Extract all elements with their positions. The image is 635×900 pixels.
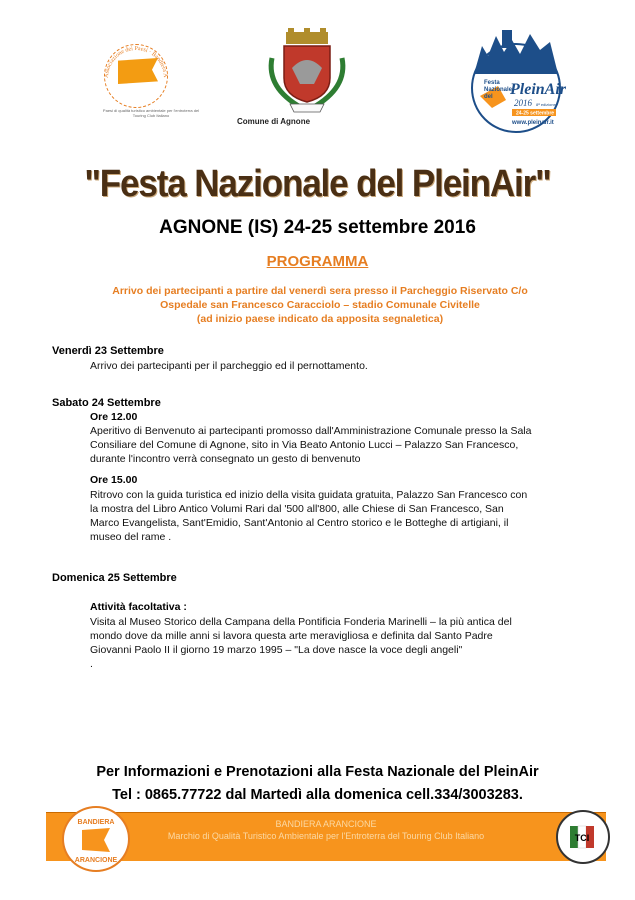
banner-text bbox=[46, 818, 606, 842]
programma-heading: PROGRAMMA bbox=[266, 253, 369, 270]
orange-flag-badge-icon bbox=[64, 808, 128, 870]
sabato-p1-line-1: Aperitivo di Benvenuto ai partecipanti promosso dall'Amministrazione Comunale presso la Sala bbox=[90, 425, 532, 437]
arrival-line-1: Arrivo dei partecipanti a partire dal venerdì sera presso il Parcheggio Riservato C/o bbox=[112, 285, 528, 297]
page-title: "Festa Nazionale del PleinAir" bbox=[84, 163, 551, 205]
venerdi-text: Arrivo dei partecipanti per il parcheggio ed il pernottamento. bbox=[90, 360, 368, 372]
domenica-line-3: Giovanni Paolo II il giorno 19 marzo 1995 – "La dove nasce la voce degli angeli" bbox=[90, 644, 463, 656]
festa-pleinair-2016-logo bbox=[462, 26, 570, 134]
touring-club-badge bbox=[556, 810, 610, 864]
day-heading-venerdi: Venerdì 23 Settembre bbox=[52, 345, 164, 357]
logo-ring-text bbox=[96, 40, 176, 110]
svg-text:Nazionale: Nazionale bbox=[484, 87, 513, 93]
sabato-p2-line-4: museo del rame . bbox=[90, 531, 172, 543]
sabato-p2-line-2: la mostra del Libro Antico Volumi Rari dal '500 all'800, alle Chiese di San Francesco, San bbox=[90, 503, 504, 515]
svg-text:ARANCIONE: ARANCIONE bbox=[74, 857, 118, 864]
arrival-line-2: Ospedale san Francesco Caracciolo – stadio Comunale Civitelle bbox=[160, 299, 480, 311]
pleinair-badge-icon bbox=[462, 26, 570, 134]
sabato-p1-line-2: Consiliare del Comune di Agnone, sito in Via Beato Antonio Lucci – Palazzo San Francesco, bbox=[90, 439, 519, 451]
svg-text:2016: 2016 bbox=[514, 98, 532, 108]
svg-text:BANDIERA: BANDIERA bbox=[77, 819, 115, 826]
domenica-subheading: Attività facoltativa : bbox=[90, 601, 187, 613]
day-heading-sabato: Sabato 24 Settembre bbox=[52, 397, 161, 409]
info-line: Per Informazioni e Prenotazioni alla Festa Nazionale del PleinAir bbox=[96, 764, 539, 780]
svg-text:del: del bbox=[484, 94, 493, 100]
sabato-p2-line-3: Marco Evangelista, Sant'Emidio, Sant'Antonio al Centro storico e le Botteghe di artigiani, il bbox=[90, 517, 509, 529]
domenica-line-2: mondo dove da mille anni si lavora questa arte meravigliosa e definita dal Santo Padre bbox=[90, 630, 493, 642]
svg-text:Associazione dei Paesi · Bandi: Associazione dei Paesi · Bandiera A bbox=[103, 45, 169, 79]
crest-label: Comune di Agnone bbox=[237, 117, 311, 126]
tci-icon bbox=[558, 812, 608, 862]
sabato-paragraph-2 bbox=[90, 488, 590, 544]
sabato-time-2: Ore 15.00 bbox=[90, 474, 138, 486]
comune-crest bbox=[262, 28, 352, 114]
banner-title: BANDIERA ARANCIONE bbox=[275, 819, 377, 829]
sabato-p2-line-1: Ritrovo con la guida turistica ed inizio della visita guidata gratuita, Palazzo San Francesco con bbox=[90, 489, 528, 501]
bandiera-arancione-association-logo bbox=[96, 40, 200, 118]
domenica-line-1: Visita al Museo Storico della Campana della Pontificia Fonderia Marinelli – la più antica del bbox=[90, 616, 512, 628]
banner-subtitle: Marchio di Qualità Turistico Ambientale per l'Entroterra del Touring Club Italiano bbox=[167, 831, 485, 841]
sabato-p1-line-3: durante l'incontro verrà consegnato un gesto di benvenuto bbox=[90, 453, 361, 465]
svg-text:Festa: Festa bbox=[484, 80, 500, 86]
svg-text:TCI: TCI bbox=[574, 833, 590, 843]
arrival-info bbox=[60, 284, 580, 326]
crest-icon bbox=[262, 28, 352, 114]
domenica-paragraph bbox=[90, 615, 590, 671]
svg-text:PleinAir: PleinAir bbox=[510, 81, 567, 98]
domenica-line-4: . bbox=[90, 658, 93, 670]
arrival-line-3: (ad inizio paese indicato da apposita segnaletica) bbox=[196, 313, 444, 325]
bandiera-arancione-badge bbox=[62, 806, 130, 872]
svg-text:8ª edizione: 8ª edizione bbox=[536, 102, 556, 107]
logo-small-text: Paesi di qualità turistico ambientale per l'entroterra del Touring Club Italiano bbox=[102, 108, 200, 118]
svg-text:24-25 settembre: 24-25 settembre bbox=[516, 110, 555, 117]
telephone-line: Tel : 0865.77722 dal Martedì alla domenica cell.334/3003283. bbox=[112, 787, 523, 803]
event-location-dates: AGNONE (IS) 24-25 settembre 2016 bbox=[159, 217, 476, 238]
sabato-paragraph-1 bbox=[90, 424, 590, 466]
svg-text:www.pleinair.it: www.pleinair.it bbox=[512, 120, 554, 126]
day-heading-domenica: Domenica 25 Settembre bbox=[52, 572, 177, 584]
sabato-time-1: Ore 12.00 bbox=[90, 411, 138, 423]
